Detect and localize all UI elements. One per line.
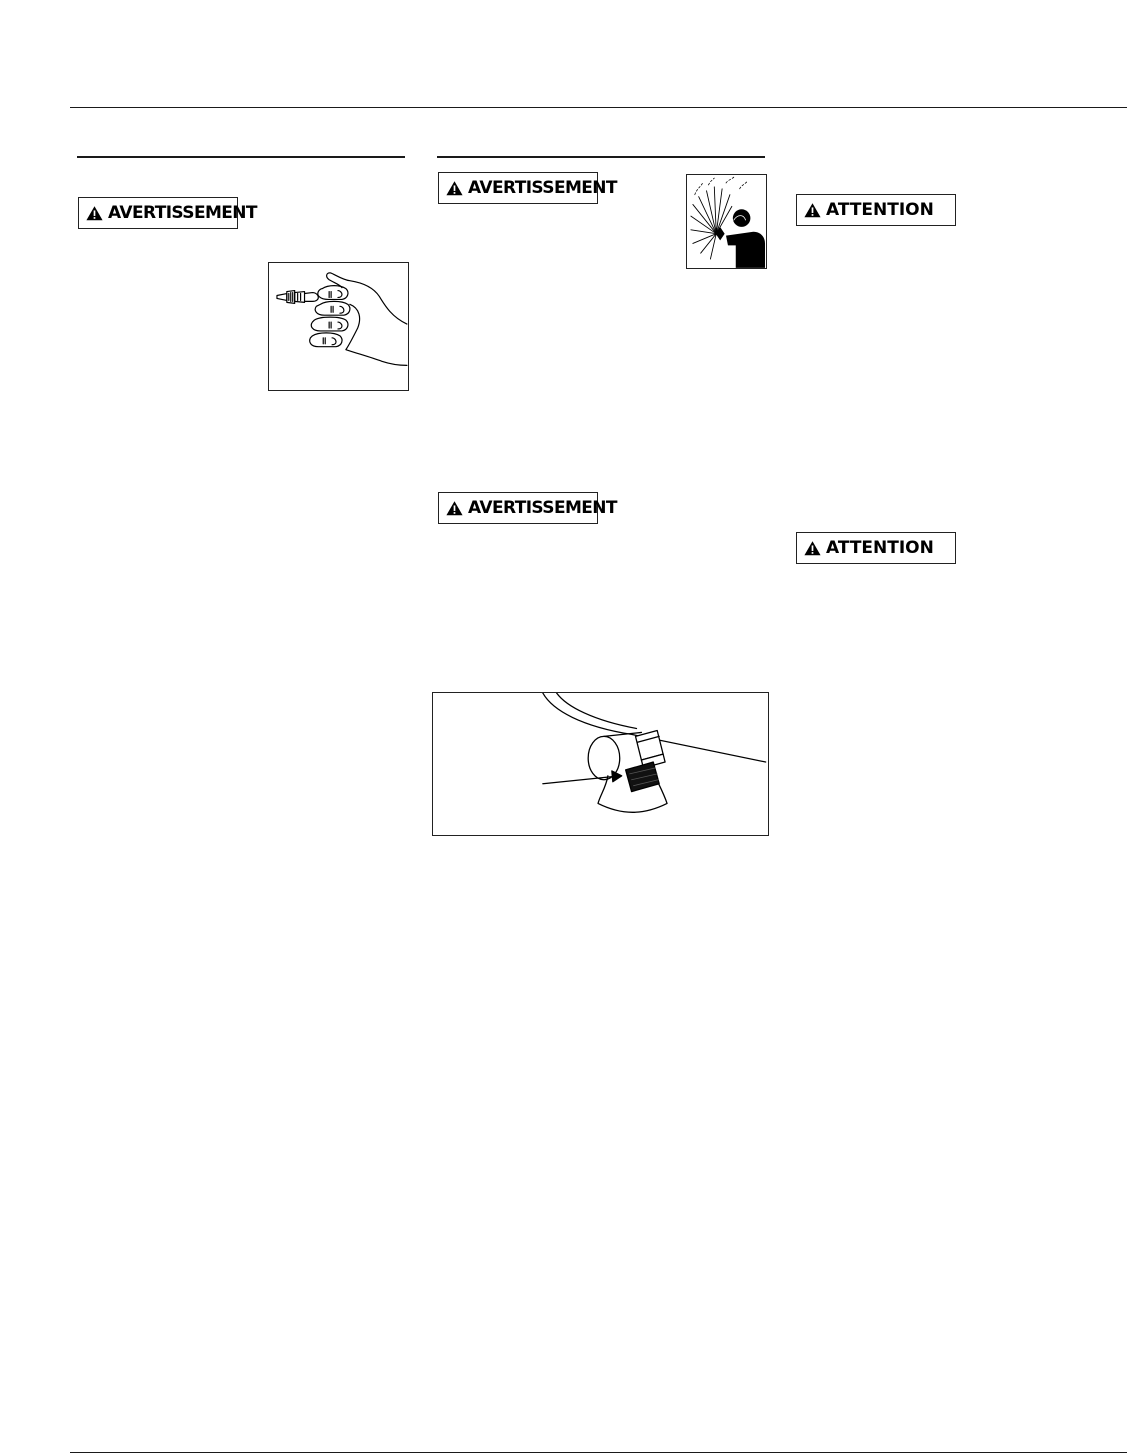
warning-triangle-icon (446, 180, 463, 196)
warning-badge-3 (438, 492, 617, 524)
header-rule (70, 107, 1127, 108)
explosion-hazard-illustration (686, 174, 767, 269)
warning-badge-1 (78, 197, 257, 229)
warning-triangle-icon (446, 500, 463, 516)
warning-triangle-icon (804, 202, 821, 218)
hand-illustration (268, 262, 409, 391)
column-1-rule (77, 156, 405, 158)
footer-rule (70, 1452, 1127, 1453)
caution-badge-1 (796, 194, 956, 226)
caution-badge-label: ATTENTION (826, 200, 934, 220)
warning-triangle-icon (804, 540, 821, 556)
column-2-rule (437, 156, 765, 158)
warning-badge-label: AVERTISSEMENT (468, 178, 617, 198)
warning-triangle-icon (86, 205, 103, 221)
warning-badge-label: AVERTISSEMENT (468, 498, 617, 518)
warning-badge-label: AVERTISSEMENT (108, 203, 257, 223)
caution-badge-2 (796, 532, 956, 564)
warning-badge-2 (438, 172, 617, 204)
tank-drain-valve-illustration (432, 692, 769, 836)
caution-badge-label: ATTENTION (826, 538, 934, 558)
